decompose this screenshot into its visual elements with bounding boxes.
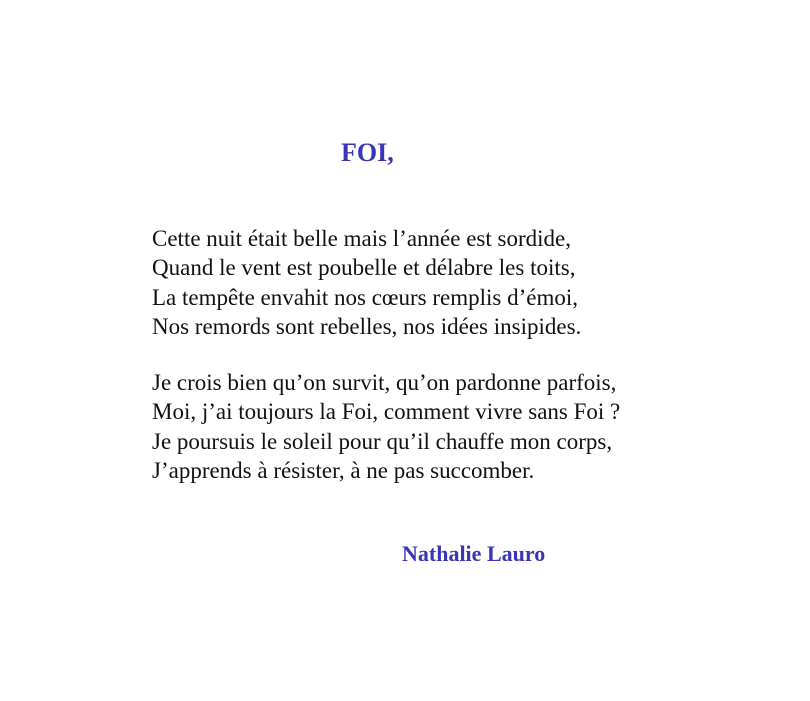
stanza-1 [152,224,620,341]
poem-line: Quand le vent est poubelle et délabre les toits, [152,255,576,281]
poem-line: La tempête envahit nos cœurs remplis d’émoi, [152,284,579,310]
poem-line: Moi, j’ai toujours la Foi, comment vivre sans Foi ? [152,399,621,425]
poem-body [152,224,620,512]
poem-line: Je crois bien qu’on survit, qu’on pardonne parfois, [152,370,617,396]
poem-line: Cette nuit était belle mais l’année est sordide, [152,226,571,251]
poem-title: FOI, [341,138,394,167]
poem-author: Nathalie Lauro [402,541,546,566]
poem-line: Je poursuis le soleil pour qu’il chauffe mon corps, [152,428,613,454]
poem-line: Nos remords sont rebelles, nos idées insipides. [152,313,582,339]
poem-line: J’apprends à résister, à ne pas succomber. [152,458,535,484]
stanza-2 [152,368,620,485]
